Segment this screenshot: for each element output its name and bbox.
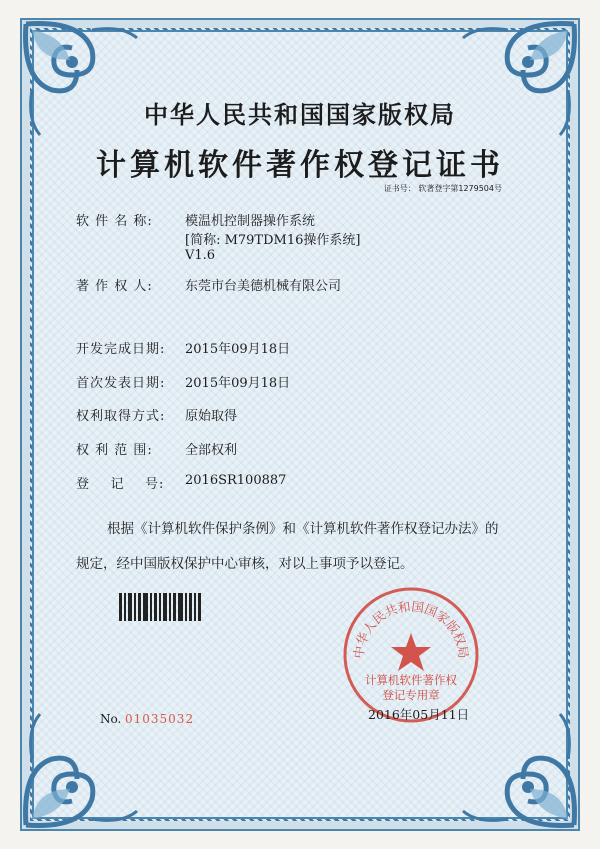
field-label-registration-number: 登 记 号:	[76, 477, 165, 492]
official-seal	[341, 585, 481, 725]
field-value-software-short-name: [简称: M79TDM16操作系统]	[185, 233, 361, 248]
field-label-software-name: 软 件 名 称:	[76, 214, 153, 229]
field-value-rights-scope: 全部权利	[185, 443, 238, 458]
corner-ornament-icon	[458, 709, 578, 829]
seal-arc-text: 中华人民共和国国家版权局	[350, 598, 472, 660]
statement-line-1: 根据《计算机软件保护条例》和《计算机软件著作权登记办法》的	[107, 521, 499, 537]
issuer-title: 中华人民共和国国家版权局	[144, 100, 456, 129]
serial-number-label: No.	[100, 712, 122, 726]
seal-icon	[341, 585, 481, 725]
field-label-acquisition-method: 权利取得方式:	[76, 409, 166, 424]
field-label-copyright-owner: 著 作 权 人:	[76, 279, 153, 294]
certificate-number-label: 证书号：	[383, 184, 416, 193]
field-value-software-version: V1.6	[185, 248, 216, 263]
serial-number-value: 01035032	[125, 712, 195, 726]
barcode-icon	[119, 593, 201, 621]
field-value-copyright-owner: 东莞市台美德机械有限公司	[185, 279, 342, 294]
certificate-number-value: 软著登字第1279504号	[418, 184, 502, 193]
field-value-publication-date: 2015年09月18日	[185, 376, 291, 391]
field-label-rights-scope: 权 利 范 围:	[76, 443, 153, 458]
seal-inner-line-2: 登记专用章	[382, 688, 440, 702]
field-value-acquisition-method: 原始取得	[185, 409, 238, 424]
issue-date: 2016年05月11日	[368, 707, 470, 722]
field-label-completion-date: 开发完成日期:	[76, 342, 166, 357]
corner-ornament-icon	[22, 709, 142, 829]
field-label-publication-date: 首次发表日期:	[76, 376, 166, 391]
certificate-number	[384, 183, 502, 194]
statement-line-2: 规定，经中国版权保护中心审核，对以上事项予以登记。	[76, 556, 414, 572]
field-value-registration-number: 2016SR100887	[185, 473, 287, 488]
seal-inner-line-1: 计算机软件著作权	[365, 673, 457, 687]
field-value-completion-date: 2015年09月18日	[185, 342, 291, 357]
certificate-title: 计算机软件著作权登记证书	[96, 148, 504, 183]
field-value-software-name: 模温机控制器操作系统	[185, 214, 316, 229]
